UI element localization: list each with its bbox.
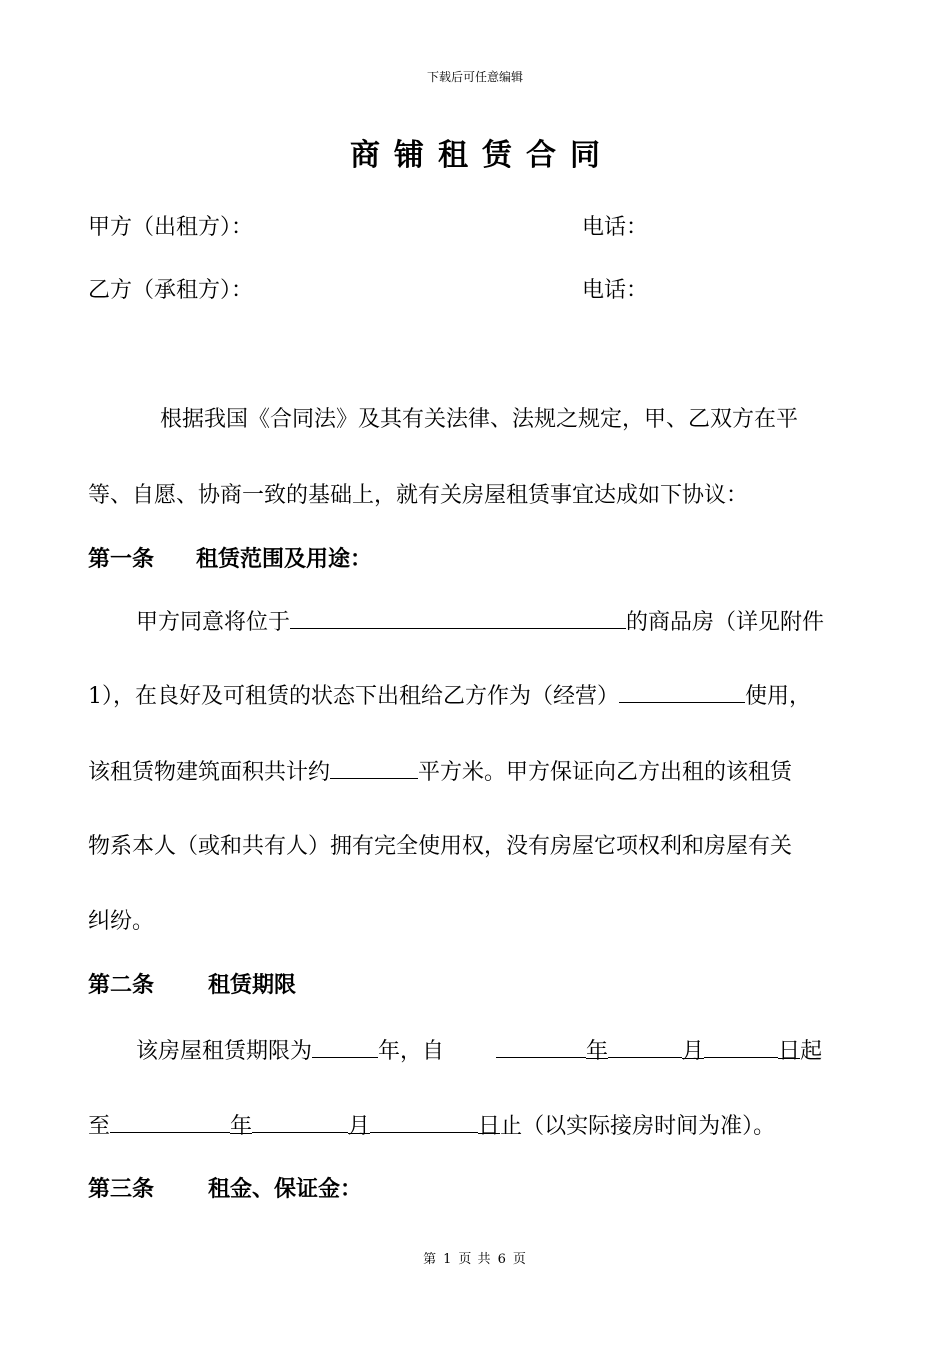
footer-page-number: 1 (443, 1252, 453, 1267)
end-day-blank[interactable] (370, 1108, 478, 1133)
article-1-text: 甲方同意将位于 (136, 610, 291, 635)
year-label: 年 (586, 1034, 608, 1059)
article-2-text: 起 (800, 1039, 823, 1064)
area-blank[interactable] (330, 754, 418, 779)
article-1-line-5: 纠纷。 (88, 909, 155, 934)
article-2-heading: 租赁期限 (208, 972, 297, 998)
party-b-label: 乙方（承租方）： (88, 278, 254, 303)
end-year-blank[interactable] (110, 1108, 230, 1133)
intro-line-2: 等、自愿、协商一致的基础上，就有关房屋租赁事宜达成如下协议： (88, 483, 749, 508)
page-footer (0, 1248, 950, 1267)
article-1-line-2 (88, 678, 811, 710)
article-1-text: 1），在良好及可租赁的状态下出租给乙方作为（经营） (88, 684, 619, 709)
article-1-text: 的商品房（详见附件 (626, 610, 825, 635)
article-2-text: 止（以实际接房时间为准）。 (500, 1114, 776, 1139)
start-year-blank[interactable] (496, 1033, 586, 1058)
footer-mid: 页 共 (458, 1252, 492, 1267)
article-1-text: 平方米。甲方保证向乙方出租的该租赁 (418, 760, 793, 785)
usage-blank[interactable] (619, 678, 745, 703)
article-2-text: 至 (88, 1114, 111, 1139)
party-a-phone-label: 电话： (582, 215, 649, 240)
intro-line-1: 根据我国《合同法》及其有关法律、法规之规定，甲、乙双方在平 (160, 407, 799, 432)
month-label: 月 (348, 1109, 370, 1134)
month-label: 月 (682, 1034, 704, 1059)
article-2-text: 年，自 (378, 1039, 445, 1064)
page-header-note: 下载后可任意编辑 (426, 70, 523, 84)
location-blank[interactable] (290, 604, 626, 629)
article-3-heading: 租金、保证金： (208, 1176, 363, 1202)
year-label: 年 (230, 1109, 252, 1134)
article-1-line-3 (88, 754, 792, 786)
article-2-text: 该房屋租赁期限为 (136, 1039, 313, 1064)
document-title: 商铺租赁合同 (350, 138, 614, 173)
article-1-heading: 租赁范围及用途： (196, 546, 373, 572)
article-2-number: 第二条 (88, 972, 155, 998)
day-label: 日 (778, 1034, 800, 1059)
article-1-line-1 (136, 604, 824, 636)
start-month-blank[interactable] (608, 1033, 682, 1058)
article-2-line-2 (88, 1108, 775, 1140)
day-label: 日 (478, 1109, 500, 1134)
footer-prefix: 第 (423, 1252, 438, 1267)
party-b-phone-label: 电话： (582, 278, 649, 303)
term-years-blank[interactable] (312, 1033, 378, 1058)
article-1-number: 第一条 (88, 546, 155, 572)
footer-suffix: 页 (512, 1252, 527, 1267)
article-1-text: 使用， (745, 684, 812, 709)
party-a-label: 甲方（出租方）： (88, 215, 254, 240)
footer-total-pages: 6 (497, 1252, 507, 1267)
article-1-text: 该租赁物建筑面积共计约 (88, 760, 331, 785)
article-2-line-1 (136, 1033, 822, 1065)
end-month-blank[interactable] (252, 1108, 348, 1133)
article-1-line-4: 物系本人（或和共有人）拥有完全使用权，没有房屋它项权利和房屋有关 (88, 834, 793, 859)
article-3-number: 第三条 (88, 1176, 155, 1202)
start-day-blank[interactable] (704, 1033, 778, 1058)
